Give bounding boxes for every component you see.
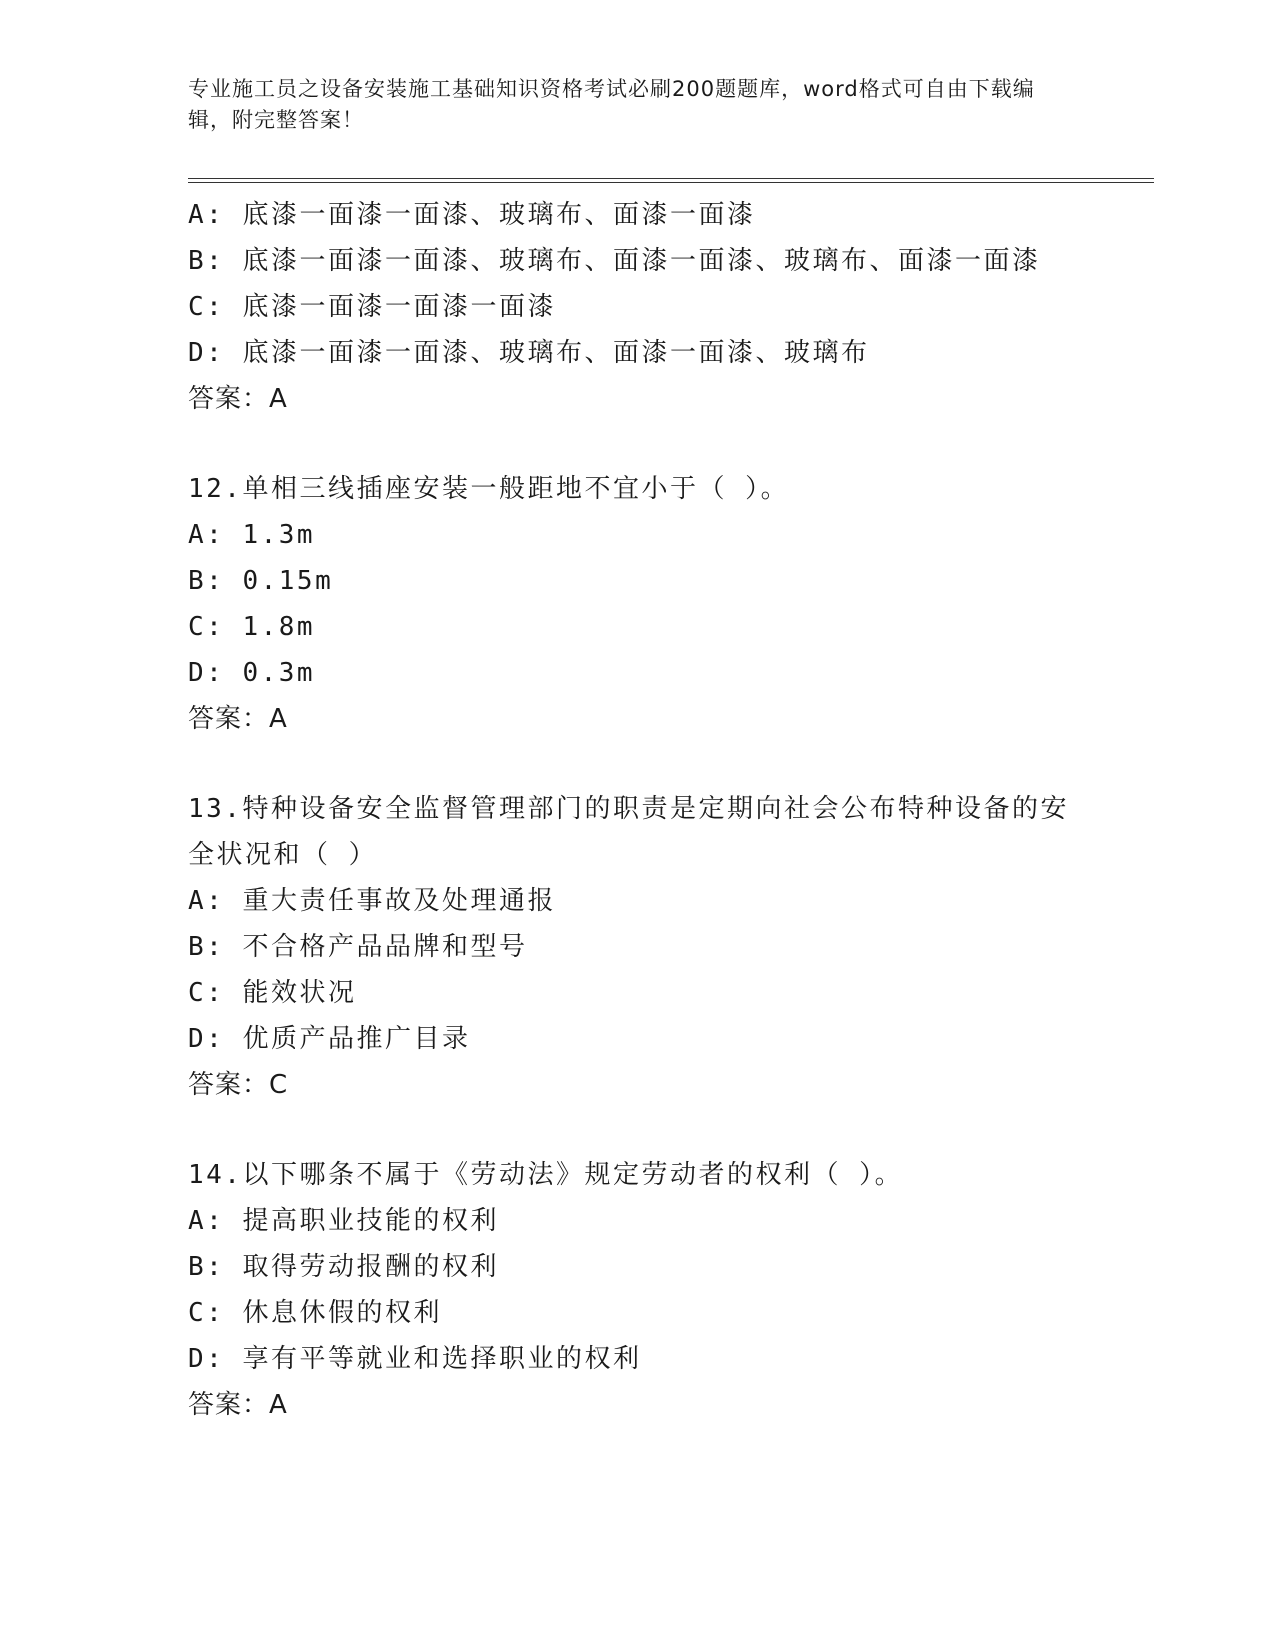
question-text-line-2: 全状况和（ ） xyxy=(188,840,378,870)
option-a: A: 重大责任事故及处理通报 xyxy=(188,886,556,916)
question-13 xyxy=(188,786,1088,1108)
option-d: D: 底漆一面漆一面漆、玻璃布、面漆一面漆、玻璃布 xyxy=(188,338,870,368)
question-text: 14.以下哪条不属于《劳动法》规定劳动者的权利（ ）。 xyxy=(188,1160,904,1190)
answer: 答案：C xyxy=(188,1070,289,1100)
question-text-line-1: 13.特种设备安全监督管理部门的职责是定期向社会公布特种设备的安 xyxy=(188,794,1069,824)
option-c: C: 1.8m xyxy=(188,612,316,642)
option-c: C: 能效状况 xyxy=(188,978,357,1008)
option-a: A: 底漆一面漆一面漆、玻璃布、面漆一面漆 xyxy=(188,200,756,230)
question-list xyxy=(188,192,1088,1428)
option-a: A: 提高职业技能的权利 xyxy=(188,1206,499,1236)
document-header: 专业施工员之设备安装施工基础知识资格考试必刷200题题库，word格式可自由下载编辑，附完整答案！ xyxy=(188,77,1035,132)
option-c: C: 休息休假的权利 xyxy=(188,1298,442,1328)
option-b: B: 取得劳动报酬的权利 xyxy=(188,1252,499,1282)
header-double-rule xyxy=(188,178,1154,183)
spacer xyxy=(188,742,1088,786)
option-d: D: 优质产品推广目录 xyxy=(188,1024,471,1054)
option-b: B: 0.15m xyxy=(188,566,334,596)
option-a: A: 1.3m xyxy=(188,520,316,550)
question-12 xyxy=(188,466,1088,742)
option-b: B: 底漆一面漆一面漆、玻璃布、面漆一面漆、玻璃布、面漆一面漆 xyxy=(188,246,1041,276)
answer: 答案：A xyxy=(188,1390,288,1420)
option-c: C: 底漆一面漆一面漆一面漆 xyxy=(188,292,556,322)
option-d: D: 享有平等就业和选择职业的权利 xyxy=(188,1344,642,1374)
answer: 答案：A xyxy=(188,704,288,734)
option-b: B: 不合格产品品牌和型号 xyxy=(188,932,528,962)
spacer xyxy=(188,1108,1088,1152)
question-text: 12.单相三线插座安装一般距地不宜小于（ ）。 xyxy=(188,474,790,504)
answer: 答案：A xyxy=(188,384,288,414)
question-14 xyxy=(188,1152,1088,1428)
option-d: D: 0.3m xyxy=(188,658,316,688)
question-11 xyxy=(188,192,1088,422)
spacer xyxy=(188,422,1088,466)
